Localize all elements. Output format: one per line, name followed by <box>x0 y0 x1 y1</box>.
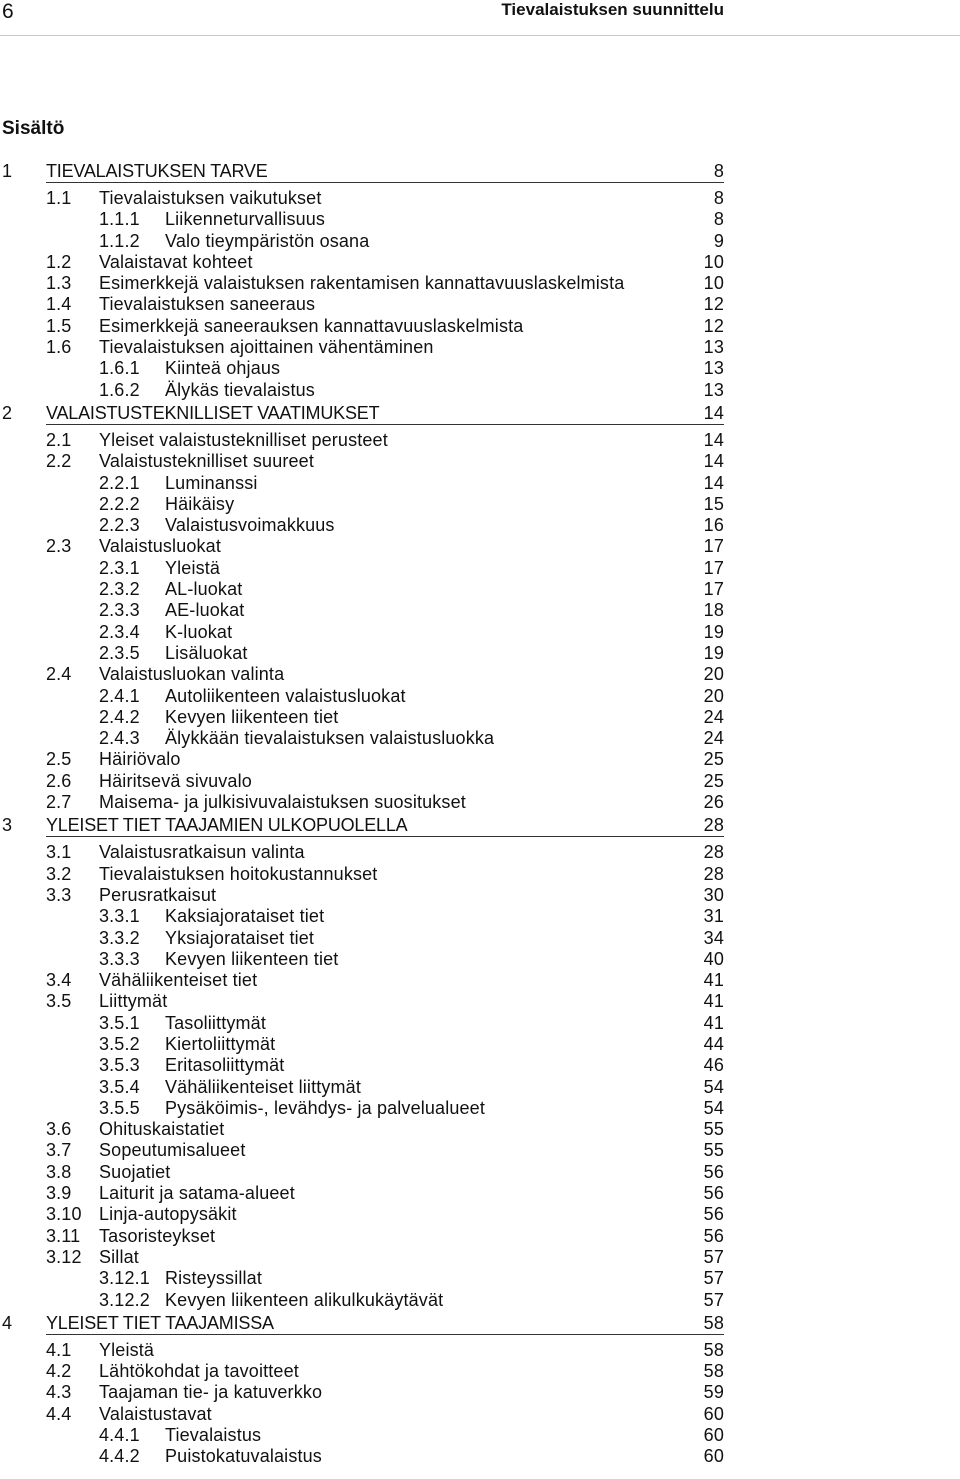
toc-section-entry[interactable] <box>0 1183 724 1204</box>
toc-entry-number: 2.7 <box>46 792 72 813</box>
toc-entry-title: Kevyen liikenteen alikulkukäytävät <box>165 1289 444 1310</box>
toc-entry-title: VALAISTUSTEKNILLISET VAATIMUKSET <box>46 402 380 423</box>
toc-section-entry[interactable] <box>0 970 724 991</box>
toc-entry-page: 57 <box>703 1289 724 1310</box>
toc-entry-title: Tasoristeykset <box>99 1225 216 1246</box>
toc-entry-title: Sillat <box>99 1246 139 1267</box>
toc-entry-title: Vähäliikenteiset liittymät <box>165 1076 361 1097</box>
toc-entry-page: 13 <box>703 379 724 400</box>
toc-entry-number: 1.2 <box>46 251 72 272</box>
toc-entry-page: 60 <box>703 1425 724 1446</box>
toc-entry-page: 14 <box>703 429 724 450</box>
toc-subsection-entry[interactable] <box>0 928 724 949</box>
toc-section-entry[interactable] <box>0 273 724 294</box>
toc-entry-page: 30 <box>703 884 724 905</box>
toc-entry-page: 10 <box>703 251 724 272</box>
chapter-underline <box>46 182 724 183</box>
toc-entry-title: Valaistustavat <box>99 1403 212 1424</box>
toc-entry-page: 18 <box>703 600 724 621</box>
toc-entry-title: Kiertoliittymät <box>165 1033 276 1054</box>
toc-entry-title: Valaistusteknilliset suureet <box>99 451 314 472</box>
toc-entry-title: Puistokatuvalaistus <box>165 1446 322 1467</box>
toc-entry-title: Valaistusluokan valinta <box>99 664 285 685</box>
toc-entry-page: 8 <box>713 161 724 181</box>
toc-entry-number: 2 <box>2 402 13 423</box>
toc-entry-page: 60 <box>703 1446 724 1467</box>
toc-entry-number: 3.4 <box>46 970 72 991</box>
page-number: 6 <box>2 0 14 23</box>
toc-entry-number: 3.8 <box>46 1161 72 1182</box>
toc-entry-title: Autoliikenteen valaistusluokat <box>165 685 406 706</box>
toc-entry-number: 2.4 <box>46 664 72 685</box>
toc-entry-number: 3 <box>2 815 13 836</box>
toc-section-entry[interactable] <box>0 337 724 358</box>
toc-entry-number: 1.5 <box>46 315 72 336</box>
toc-subsection-entry[interactable] <box>0 707 724 728</box>
toc-entry-number: 3.7 <box>46 1140 72 1161</box>
toc-entry-page: 15 <box>703 493 724 514</box>
toc-entry-number: 2.3.2 <box>99 579 140 600</box>
toc-entry-title: Eritasoliittymät <box>165 1055 285 1076</box>
toc-entry-number: 1 <box>2 161 13 181</box>
toc-section-entry[interactable] <box>0 252 724 273</box>
toc-entry-number: 3.10 <box>46 1204 82 1225</box>
toc-entry-number: 3.3.2 <box>99 927 140 948</box>
toc-entry-number: 3.5.1 <box>99 1012 140 1033</box>
toc-entry-title: YLEISET TIET TAAJAMISSA <box>46 1312 274 1333</box>
toc-entry-page: 54 <box>703 1076 724 1097</box>
toc-section-entry[interactable] <box>0 451 724 472</box>
toc-entry-page: 25 <box>703 770 724 791</box>
toc-entry-number: 3.3 <box>46 884 72 905</box>
toc-chapter-entry[interactable] <box>0 1312 724 1334</box>
toc-entry-number: 3.5.4 <box>99 1076 140 1097</box>
toc-entry-number: 3.3.1 <box>99 906 140 927</box>
toc-section-entry[interactable] <box>0 1361 724 1382</box>
chapter-underline <box>46 1334 724 1335</box>
toc-subsection-entry[interactable] <box>0 515 724 536</box>
toc-entry-title: Kaksiajorataiset tiet <box>165 906 325 927</box>
toc-subsection-entry[interactable] <box>0 949 724 970</box>
toc-entry-number: 1.6.1 <box>99 358 140 379</box>
toc-subsection-entry[interactable] <box>0 1013 724 1034</box>
toc-subsection-entry[interactable] <box>0 494 724 515</box>
toc-entry-title: Liittymät <box>99 991 168 1012</box>
toc-entry-page: 54 <box>703 1097 724 1118</box>
toc-section-entry[interactable] <box>0 1382 724 1403</box>
toc-entry-number: 4.4.2 <box>99 1446 140 1467</box>
toc-entry-title: TIEVALAISTUKSEN TARVE <box>46 161 268 181</box>
toc-entry-number: 3.5.3 <box>99 1055 140 1076</box>
toc-entry-title: Tievalaistuksen hoitokustannukset <box>99 863 378 884</box>
toc-subsection-entry[interactable] <box>0 643 724 664</box>
toc-entry-page: 17 <box>703 579 724 600</box>
toc-entry-number: 4.4.1 <box>99 1425 140 1446</box>
toc-entry-page: 58 <box>703 1339 724 1360</box>
toc-entry-title: Perusratkaisut <box>99 884 217 905</box>
chapter-underline <box>46 836 724 837</box>
toc-entry-page: 57 <box>703 1268 724 1289</box>
running-header-title: Tievalaistuksen suunnittelu <box>501 0 724 19</box>
toc-entry-number: 2.3.1 <box>99 557 140 578</box>
toc-entry-title: Vähäliikenteiset tiet <box>99 970 258 991</box>
toc-entry-page: 25 <box>703 749 724 770</box>
toc-entry-number: 2.3.3 <box>99 600 140 621</box>
toc-section-entry[interactable] <box>0 1226 724 1247</box>
toc-entry-title: Liikenneturvallisuus <box>165 209 326 230</box>
toc-section-entry[interactable] <box>0 771 724 792</box>
toc-entry-title: Tievalaistuksen vaikutukset <box>99 188 322 208</box>
toc-entry-title: Yleiset valaistusteknilliset perusteet <box>99 429 388 450</box>
toc-entry-title: Häikäisy <box>165 493 235 514</box>
toc-entry-title: Valaistavat kohteet <box>99 251 253 272</box>
toc-entry-page: 8 <box>713 188 724 208</box>
toc-entry-number: 4.4 <box>46 1403 72 1424</box>
toc-entry-title: Maisema- ja julkisivuvalaistuksen suositukset <box>99 792 466 813</box>
toc-entry-title: Valo tieympäristön osana <box>165 230 370 251</box>
toc-entry-page: 14 <box>703 451 724 472</box>
toc-entry-page: 56 <box>703 1161 724 1182</box>
toc-entry-page: 59 <box>703 1382 724 1403</box>
toc-subsection-entry[interactable] <box>0 209 724 230</box>
toc-entry-number: 2.5 <box>46 749 72 770</box>
toc-subsection-entry[interactable] <box>0 380 724 401</box>
toc-entry-number: 1.1 <box>46 188 72 208</box>
toc-subsection-entry[interactable] <box>0 231 724 252</box>
toc-entry-page: 16 <box>703 515 724 536</box>
toc-subsection-entry[interactable] <box>0 1446 724 1467</box>
toc-entry-page: 56 <box>703 1183 724 1204</box>
toc-entry-page: 13 <box>703 358 724 379</box>
toc-subsection-entry[interactable] <box>0 1425 724 1446</box>
toc-entry-number: 1.4 <box>46 294 72 315</box>
toc-entry-title: Taajaman tie- ja katuverkko <box>99 1382 323 1403</box>
toc-entry-number: 3.1 <box>46 842 72 863</box>
toc-entry-title: Lisäluokat <box>165 642 248 663</box>
toc-entry-page: 41 <box>703 970 724 991</box>
toc-entry-page: 24 <box>703 728 724 749</box>
toc-entry-number: 2.2.1 <box>99 472 140 493</box>
toc-entry-number: 2.2.3 <box>99 515 140 536</box>
toc-subsection-entry[interactable] <box>0 622 724 643</box>
toc-entry-title: Kevyen liikenteen tiet <box>165 948 339 969</box>
toc-entry-number: 4.2 <box>46 1361 72 1382</box>
toc-entry-page: 24 <box>703 706 724 727</box>
toc-subsection-entry[interactable] <box>0 728 724 749</box>
toc-entry-page: 41 <box>703 991 724 1012</box>
toc-entry-number: 1.3 <box>46 273 72 294</box>
toc-entry-title: Kiinteä ohjaus <box>165 358 281 379</box>
toc-section-entry[interactable] <box>0 1204 724 1225</box>
toc-entry-title: Tievalaistus <box>165 1425 262 1446</box>
toc-entry-title: AL-luokat <box>165 579 243 600</box>
toc-entry-page: 14 <box>703 472 724 493</box>
toc-entry-title: Risteyssillat <box>165 1268 262 1289</box>
toc-subsection-entry[interactable] <box>0 906 724 927</box>
toc-section-entry[interactable] <box>0 1247 724 1268</box>
toc-entry-number: 2.2 <box>46 451 72 472</box>
toc-entry-number: 2.1 <box>46 429 72 450</box>
toc-subsection-entry[interactable] <box>0 1055 724 1076</box>
toc-entry-page: 56 <box>703 1204 724 1225</box>
toc-entry-page: 44 <box>703 1033 724 1054</box>
toc-section-entry[interactable] <box>0 1340 724 1361</box>
toc-subsection-entry[interactable] <box>0 686 724 707</box>
toc-entry-page: 12 <box>703 294 724 315</box>
toc-entry-number: 1.6 <box>46 337 72 358</box>
toc-entry-title: Lähtökohdat ja tavoitteet <box>99 1361 299 1382</box>
toc-entry-title: Kevyen liikenteen tiet <box>165 706 339 727</box>
toc-entry-title: Tievalaistuksen ajoittainen vähentäminen <box>99 337 434 358</box>
table-of-contents <box>0 160 724 1468</box>
toc-subsection-entry[interactable] <box>0 1034 724 1055</box>
toc-entry-number: 4.1 <box>46 1339 72 1360</box>
toc-section-entry[interactable] <box>0 842 724 863</box>
toc-entry-title: Pysäköimis-, levähdys- ja palvelualueet <box>165 1097 485 1118</box>
toc-entry-page: 17 <box>703 557 724 578</box>
toc-entry-number: 3.5.5 <box>99 1097 140 1118</box>
toc-entry-page: 55 <box>703 1119 724 1140</box>
toc-entry-page: 28 <box>703 863 724 884</box>
toc-entry-title: Yleistä <box>165 557 221 578</box>
toc-entry-page: 28 <box>703 842 724 863</box>
toc-entry-number: 2.3 <box>46 536 72 557</box>
toc-entry-title: Linja-autopysäkit <box>99 1204 237 1225</box>
toc-entry-number: 2.2.2 <box>99 493 140 514</box>
toc-subsection-entry[interactable] <box>0 579 724 600</box>
toc-subsection-entry[interactable] <box>0 473 724 494</box>
toc-title: Sisältö <box>2 118 65 139</box>
toc-entry-page: 28 <box>703 815 724 836</box>
toc-chapter-entry[interactable] <box>0 160 724 182</box>
toc-entry-page: 56 <box>703 1225 724 1246</box>
toc-subsection-entry[interactable] <box>0 358 724 379</box>
toc-subsection-entry[interactable] <box>0 1077 724 1098</box>
toc-entry-number: 3.2 <box>46 863 72 884</box>
toc-entry-number: 2.4.1 <box>99 685 140 706</box>
toc-entry-number: 3.12 <box>46 1246 82 1267</box>
toc-entry-title: YLEISET TIET TAAJAMIEN ULKOPUOLELLA <box>46 815 408 836</box>
toc-section-entry[interactable] <box>0 430 724 451</box>
toc-entry-page: 9 <box>713 230 724 251</box>
toc-entry-title: Ohituskaistatiet <box>99 1119 225 1140</box>
toc-entry-number: 3.12.1 <box>99 1268 150 1289</box>
toc-entry-number: 4.3 <box>46 1382 72 1403</box>
toc-entry-number: 1.6.2 <box>99 379 140 400</box>
toc-entry-title: Tievalaistuksen saneeraus <box>99 294 316 315</box>
toc-entry-page: 19 <box>703 621 724 642</box>
toc-section-entry[interactable] <box>0 1404 724 1425</box>
toc-entry-number: 2.6 <box>46 770 72 791</box>
toc-section-entry[interactable] <box>0 991 724 1012</box>
toc-entry-title: AE-luokat <box>165 600 245 621</box>
toc-section-entry[interactable] <box>0 1119 724 1140</box>
header-divider <box>0 35 960 36</box>
toc-entry-page: 19 <box>703 642 724 663</box>
toc-entry-number: 3.11 <box>46 1225 81 1246</box>
toc-entry-title: Valaistusvoimakkuus <box>165 515 335 536</box>
toc-section-entry[interactable] <box>0 294 724 315</box>
toc-entry-page: 34 <box>703 927 724 948</box>
toc-entry-page: 26 <box>703 792 724 813</box>
toc-entry-number: 2.4.3 <box>99 728 140 749</box>
toc-entry-title: Esimerkkejä saneerauksen kannattavuuslaskelmista <box>99 315 524 336</box>
toc-entry-title: Yksiajorataiset tiet <box>165 927 315 948</box>
toc-subsection-entry[interactable] <box>0 558 724 579</box>
toc-section-entry[interactable] <box>0 536 724 557</box>
toc-section-entry[interactable] <box>0 1162 724 1183</box>
toc-entry-number: 1.1.1 <box>99 209 140 230</box>
toc-entry-number: 2.3.4 <box>99 621 140 642</box>
chapter-underline <box>46 424 724 425</box>
toc-entry-page: 17 <box>703 536 724 557</box>
toc-entry-number: 3.9 <box>46 1183 72 1204</box>
toc-entry-number: 3.6 <box>46 1119 72 1140</box>
toc-entry-title: Valaistusratkaisun valinta <box>99 842 305 863</box>
toc-entry-page: 10 <box>703 273 724 294</box>
toc-entry-title: Älykäs tievalaistus <box>165 379 315 400</box>
toc-entry-title: Älykkään tievalaistuksen valaistusluokka <box>165 728 495 749</box>
toc-entry-page: 55 <box>703 1140 724 1161</box>
toc-entry-page: 57 <box>703 1246 724 1267</box>
toc-entry-number: 3.5.2 <box>99 1033 140 1054</box>
toc-section-entry[interactable] <box>0 1140 724 1161</box>
toc-section-entry[interactable] <box>0 792 724 813</box>
toc-subsection-entry[interactable] <box>0 600 724 621</box>
toc-entry-number: 2.3.5 <box>99 642 140 663</box>
toc-entry-page: 46 <box>703 1055 724 1076</box>
toc-entry-page: 12 <box>703 315 724 336</box>
toc-subsection-entry[interactable] <box>0 1290 724 1311</box>
toc-section-entry[interactable] <box>0 885 724 906</box>
toc-entry-page: 58 <box>703 1312 724 1333</box>
toc-entry-number: 3.12.2 <box>99 1289 150 1310</box>
toc-section-entry[interactable] <box>0 864 724 885</box>
toc-chapter-entry[interactable] <box>0 402 724 424</box>
toc-entry-number: 1.1.2 <box>99 230 140 251</box>
toc-section-entry[interactable] <box>0 188 724 209</box>
toc-entry-number: 3.5 <box>46 991 72 1012</box>
toc-section-entry[interactable] <box>0 749 724 770</box>
toc-entry-title: Suojatiet <box>99 1161 171 1182</box>
toc-section-entry[interactable] <box>0 664 724 685</box>
toc-entry-page: 20 <box>703 664 724 685</box>
toc-entry-title: Yleistä <box>99 1339 155 1360</box>
toc-entry-title: Valaistusluokat <box>99 536 221 557</box>
toc-entry-page: 41 <box>703 1012 724 1033</box>
toc-entry-number: 3.3.3 <box>99 948 140 969</box>
toc-entry-title: Tasoliittymät <box>165 1012 266 1033</box>
toc-entry-title: Laiturit ja satama-alueet <box>99 1183 295 1204</box>
toc-entry-page: 40 <box>703 948 724 969</box>
toc-entry-number: 2.4.2 <box>99 706 140 727</box>
toc-entry-page: 31 <box>703 906 724 927</box>
toc-subsection-entry[interactable] <box>0 1098 724 1119</box>
toc-entry-title: Sopeutumisalueet <box>99 1140 246 1161</box>
toc-entry-title: K-luokat <box>165 621 233 642</box>
toc-entry-page: 20 <box>703 685 724 706</box>
toc-entry-page: 60 <box>703 1403 724 1424</box>
toc-entry-page: 58 <box>703 1361 724 1382</box>
toc-entry-page: 14 <box>703 402 724 423</box>
toc-entry-page: 13 <box>703 337 724 358</box>
toc-chapter-entry[interactable] <box>0 814 724 836</box>
toc-entry-number: 4 <box>2 1312 13 1333</box>
toc-entry-title: Häiritsevä sivuvalo <box>99 770 252 791</box>
toc-entry-title: Luminanssi <box>165 472 258 493</box>
toc-subsection-entry[interactable] <box>0 1268 724 1289</box>
toc-entry-title: Esimerkkejä valaistuksen rakentamisen kannattavuuslaskelmista <box>99 273 625 294</box>
toc-entry-title: Häiriövalo <box>99 749 181 770</box>
toc-section-entry[interactable] <box>0 316 724 337</box>
toc-entry-page: 8 <box>713 209 724 230</box>
